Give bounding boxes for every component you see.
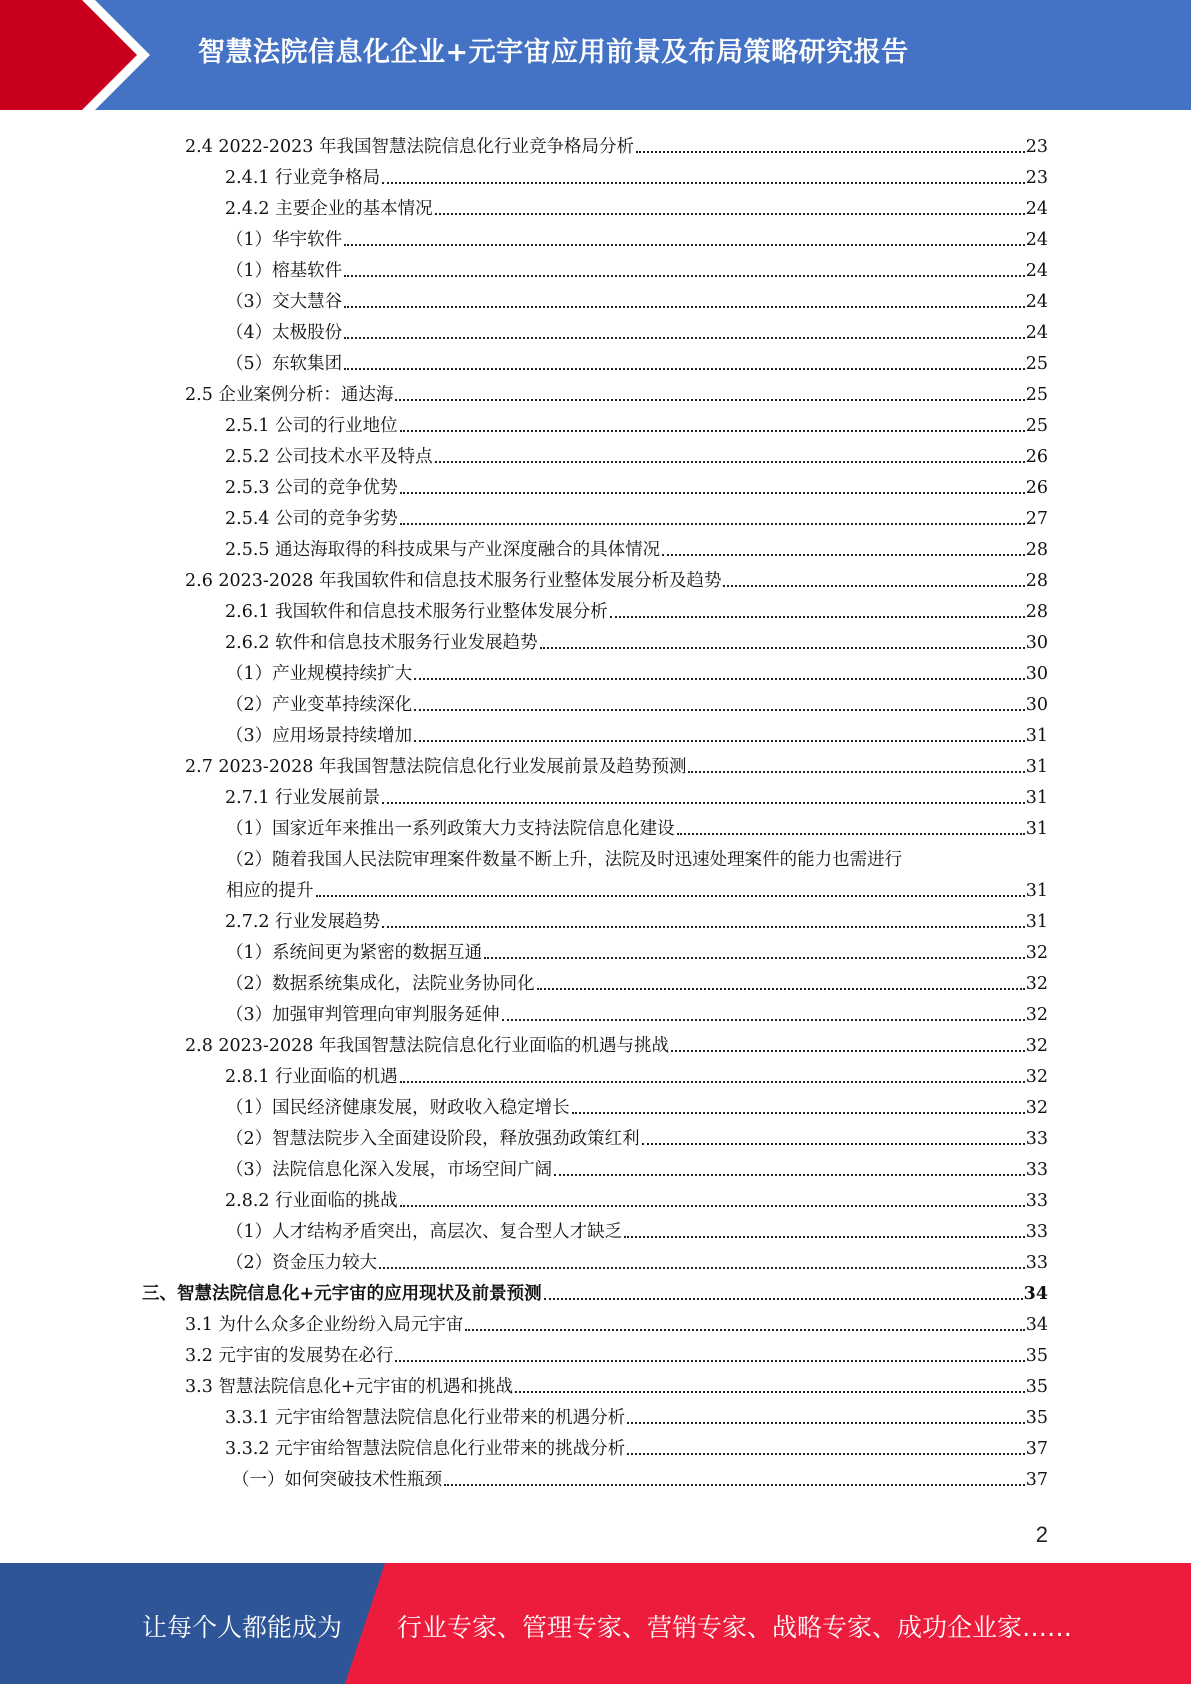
toc-entry[interactable] [225,1057,1048,1088]
toc-entry-page: 35 [1025,1346,1048,1366]
toc-leader-dots [465,1329,1024,1331]
toc-entry[interactable] [225,778,1048,809]
toc-entry-page: 33 [1025,1222,1048,1242]
toc-entry[interactable] [225,623,1048,654]
toc-entry-page: 23 [1025,137,1048,157]
toc-leader-dots [610,616,1025,618]
toc-leader-dots [444,1484,1025,1486]
toc-entry-title: 2.5.5 通达海取得的科技成果与产业深度融合的具体情况 [225,540,661,560]
toc-entry[interactable] [226,871,1048,902]
toc-leader-dots [414,678,1025,680]
toc-leader-dots [642,1143,1025,1145]
toc-leader-dots [572,1112,1025,1114]
toc-entry-title: 3.3 智慧法院信息化+元宇宙的机遇和挑战 [185,1377,514,1397]
toc-entry-title: （4）太极股份 [226,323,343,343]
toc-entry-page: 33 [1025,1253,1048,1273]
toc-entry[interactable] [185,1336,1048,1367]
toc-entry-page: 31 [1025,757,1048,777]
toc-entry[interactable] [185,1305,1048,1336]
toc-entry[interactable] [226,809,1048,840]
toc-entry-page: 24 [1025,199,1048,219]
toc-leader-dots [484,957,1025,959]
toc-leader-dots [344,275,1025,277]
toc-entry[interactable] [225,468,1048,499]
toc-entry-title: 三、智慧法院信息化+元宇宙的应用现状及前景预测 [142,1284,542,1304]
toc-entry[interactable] [226,933,1048,964]
toc-entry[interactable] [226,1212,1048,1243]
toc-entry-page: 31 [1025,912,1048,932]
toc-entry-page: 26 [1025,478,1048,498]
toc-entry-page: 32 [1025,1036,1048,1056]
toc-entry[interactable] [185,375,1048,406]
toc-entry-title: （1）国家近年来推出一系列政策大力支持法院信息化建设 [226,819,675,839]
toc-entry-page: 24 [1025,292,1048,312]
toc-leader-dots [344,368,1025,370]
toc-entry[interactable] [226,1150,1048,1181]
toc-entry-title: 2.7 2023-2028 年我国智慧法院信息化行业发展前景及趋势预测 [185,757,687,777]
toc-entry-title: 2.5.4 公司的竞争劣势 [225,509,398,529]
toc-entry[interactable] [226,282,1048,313]
toc-leader-dots [400,430,1025,432]
toc-entry-page: 35 [1025,1408,1048,1428]
toc-entry[interactable] [185,561,1048,592]
toc-leader-dots [677,833,1025,835]
toc-entry[interactable] [226,685,1048,716]
toc-entry[interactable] [225,1181,1048,1212]
toc-entry-page: 31 [1025,726,1048,746]
toc-leader-dots [395,1360,1024,1362]
toc-entry[interactable] [185,127,1048,158]
toc-entry-page: 35 [1025,1377,1048,1397]
toc-entry[interactable] [225,1398,1048,1429]
toc-entry-title: （1）产业规模持续扩大 [226,664,413,684]
toc-entry[interactable] [226,716,1048,747]
toc-leader-dots [435,213,1025,215]
toc-entry[interactable] [225,158,1048,189]
toc-entry-page: 37 [1025,1439,1048,1459]
toc-entry-title: 2.6.1 我国软件和信息技术服务行业整体发展分析 [225,602,608,622]
toc-entry-title: （3）交大慧谷 [226,292,343,312]
toc-entry-page: 30 [1025,633,1048,653]
toc-entry-title: （1）国民经济健康发展，财政收入稳定增长 [226,1098,570,1118]
toc-entry[interactable] [225,592,1048,623]
toc-entry[interactable] [226,995,1048,1026]
toc-entry-title: 相应的提升 [226,881,314,901]
page-title: 智慧法院信息化企业+元宇宙应用前景及布局策略研究报告 [198,37,909,68]
toc-entry-title: 2.5 企业案例分析：通达海 [185,385,394,405]
toc-entry-title: （1）系统间更为紧密的数据互通 [226,943,483,963]
toc-entry-page: 32 [1025,974,1048,994]
toc-entry-title: 2.4 2022-2023 年我国智慧法院信息化行业竞争格局分析 [185,137,634,157]
toc-leader-dots [627,1422,1025,1424]
toc-leader-dots [316,895,1025,897]
toc-leader-dots [400,492,1025,494]
toc-leader-dots [537,988,1025,990]
toc-entry-page: 25 [1025,385,1048,405]
toc-entry-page: 32 [1025,1098,1048,1118]
toc-leader-dots [382,802,1025,804]
toc-entry[interactable] [226,964,1048,995]
toc-entry-title: （2）智慧法院步入全面建设阶段，释放强劲政策红利 [226,1129,640,1149]
footer-slogan-left: 让每个人都能成为 [142,1613,343,1642]
toc-entry-title: （3）应用场景持续增加 [226,726,413,746]
toc-leader-dots [662,554,1025,556]
toc-leader-dots [414,740,1025,742]
toc-entry-page: 25 [1025,416,1048,436]
toc-entry-page: 34 [1023,1284,1048,1304]
toc-leader-dots [540,647,1025,649]
toc-entry-page: 33 [1025,1129,1048,1149]
toc-entry[interactable] [185,1367,1048,1398]
page-number: 2 [1035,1522,1048,1547]
toc-leader-dots [395,399,1024,401]
toc-entry-page: 31 [1025,881,1048,901]
header-red-arrow-icon [0,0,150,110]
toc-leader-dots [723,585,1024,587]
toc-entry-title: 2.7.1 行业发展前景 [225,788,381,808]
toc-entry[interactable] [225,1429,1048,1460]
toc-entry-page: 25 [1025,354,1048,374]
toc-leader-dots [344,306,1025,308]
toc-entry[interactable] [225,499,1048,530]
toc-entry-page: 31 [1025,788,1048,808]
toc-entry-title: 2.5.1 公司的行业地位 [225,416,398,436]
toc-entry-page: 27 [1025,509,1048,529]
toc-entry-page: 28 [1025,540,1048,560]
toc-entry-page: 28 [1025,602,1048,622]
toc-entry-title: 2.8 2023-2028 年我国智慧法院信息化行业面临的机遇与挑战 [185,1036,669,1056]
toc-entry[interactable] [226,251,1048,282]
toc-entry-page: 37 [1025,1470,1048,1490]
toc-entry[interactable] [226,840,1048,871]
toc-entry-page: 34 [1025,1315,1048,1335]
toc-entry-page: 30 [1025,695,1048,715]
toc-entry-page: 32 [1025,943,1048,963]
toc-leader-dots [502,1019,1025,1021]
toc-entry-title: （2）资金压力较大 [226,1253,378,1273]
toc-entry-title: 2.5.2 公司技术水平及特点 [225,447,433,467]
toc-leader-dots [382,182,1025,184]
toc-leader-dots [400,1205,1025,1207]
toc-entry-title: （2）随着我国人民法院审理案件数量不断上升，法院及时迅速处理案件的能力也需进行 [226,850,903,870]
toc-leader-dots [344,337,1025,339]
toc-leader-dots [624,1236,1025,1238]
toc-entry-title: （一）如何突破技术性瓶颈 [232,1470,442,1490]
toc-entry-page: 33 [1025,1160,1048,1180]
toc-entry[interactable] [225,189,1048,220]
toc-entry[interactable] [185,747,1048,778]
page-header [0,0,1191,110]
toc-entry-page: 33 [1025,1191,1048,1211]
toc-entry[interactable] [225,406,1048,437]
toc-entry-page: 24 [1025,230,1048,250]
toc-leader-dots [435,461,1025,463]
toc-entry-page: 26 [1025,447,1048,467]
toc-entry-page: 30 [1025,664,1048,684]
toc-entry-title: （3）加强审判管理向审判服务延伸 [226,1005,500,1025]
toc-entry-title: （2）数据系统集成化，法院业务协同化 [226,974,535,994]
toc-entry-title: 2.7.2 行业发展趋势 [225,912,381,932]
toc-entry-title: 2.5.3 公司的竞争优势 [225,478,398,498]
toc-entry-title: （5）东软集团 [226,354,343,374]
toc-leader-dots [382,926,1025,928]
toc-leader-dots [414,709,1025,711]
toc-entry[interactable] [226,344,1048,375]
toc-entry[interactable] [225,437,1048,468]
toc-entry[interactable] [226,1088,1048,1119]
toc-entry-page: 24 [1025,323,1048,343]
toc-entry-title: 3.1 为什么众多企业纷纷入局元宇宙 [185,1315,464,1335]
toc-entry-page: 28 [1025,571,1048,591]
toc-entry-page: 31 [1025,819,1048,839]
toc-entry-title: 2.8.1 行业面临的机遇 [225,1067,398,1087]
toc-entry[interactable] [225,530,1048,561]
toc-entry-title: 3.2 元宇宙的发展势在必行 [185,1346,394,1366]
toc-leader-dots [400,523,1025,525]
toc-entry[interactable] [226,654,1048,685]
toc-entry[interactable] [225,902,1048,933]
toc-entry[interactable] [226,313,1048,344]
toc-entry[interactable] [226,1243,1048,1274]
toc-entry-page: 24 [1025,261,1048,281]
toc-leader-dots [671,1050,1025,1052]
page-footer [0,1563,1191,1684]
toc-entry-title: （2）产业变革持续深化 [226,695,413,715]
toc-entry[interactable] [232,1460,1048,1491]
toc-entry-title: 2.4.2 主要企业的基本情况 [225,199,433,219]
footer-slogan-right: 行业专家、管理专家、营销专家、战略专家、成功企业家…… [397,1613,1073,1642]
toc-leader-dots [400,1081,1025,1083]
toc-entry-title: 2.4.1 行业竞争格局 [225,168,381,188]
toc-leader-dots [515,1391,1025,1393]
toc-entry-title: 3.3.2 元宇宙给智慧法院信息化行业带来的挑战分析 [225,1439,626,1459]
toc-leader-dots [344,244,1025,246]
toc-entry-title: （3）法院信息化深入发展，市场空间广阔 [226,1160,553,1180]
toc-entry-title: （1）人才结构矛盾突出，高层次、复合型人才缺乏 [226,1222,623,1242]
toc-chapter-entry[interactable] [142,1274,1048,1305]
toc-leader-dots [379,1267,1025,1269]
toc-leader-dots [636,151,1025,153]
toc-entry[interactable] [226,220,1048,251]
toc-entry-title: 2.6 2023-2028 年我国软件和信息技术服务行业整体发展分析及趋势 [185,571,722,591]
toc-entry-title: 2.8.2 行业面临的挑战 [225,1191,398,1211]
toc-entry-page: 23 [1025,168,1048,188]
toc-entry-page: 32 [1025,1005,1048,1025]
toc-leader-dots [627,1453,1025,1455]
toc-leader-dots [688,771,1024,773]
toc-entry[interactable] [185,1026,1048,1057]
toc-entry-page: 32 [1025,1067,1048,1087]
toc-leader-dots [554,1174,1025,1176]
toc-entry-title: （1）榕基软件 [226,261,343,281]
toc-entry-title: （1）华宇软件 [226,230,343,250]
toc-leader-dots [544,1298,1023,1300]
toc-entry-title: 2.6.2 软件和信息技术服务行业发展趋势 [225,633,538,653]
toc-entry-title: 3.3.1 元宇宙给智慧法院信息化行业带来的机遇分析 [225,1408,626,1428]
toc-entry[interactable] [226,1119,1048,1150]
